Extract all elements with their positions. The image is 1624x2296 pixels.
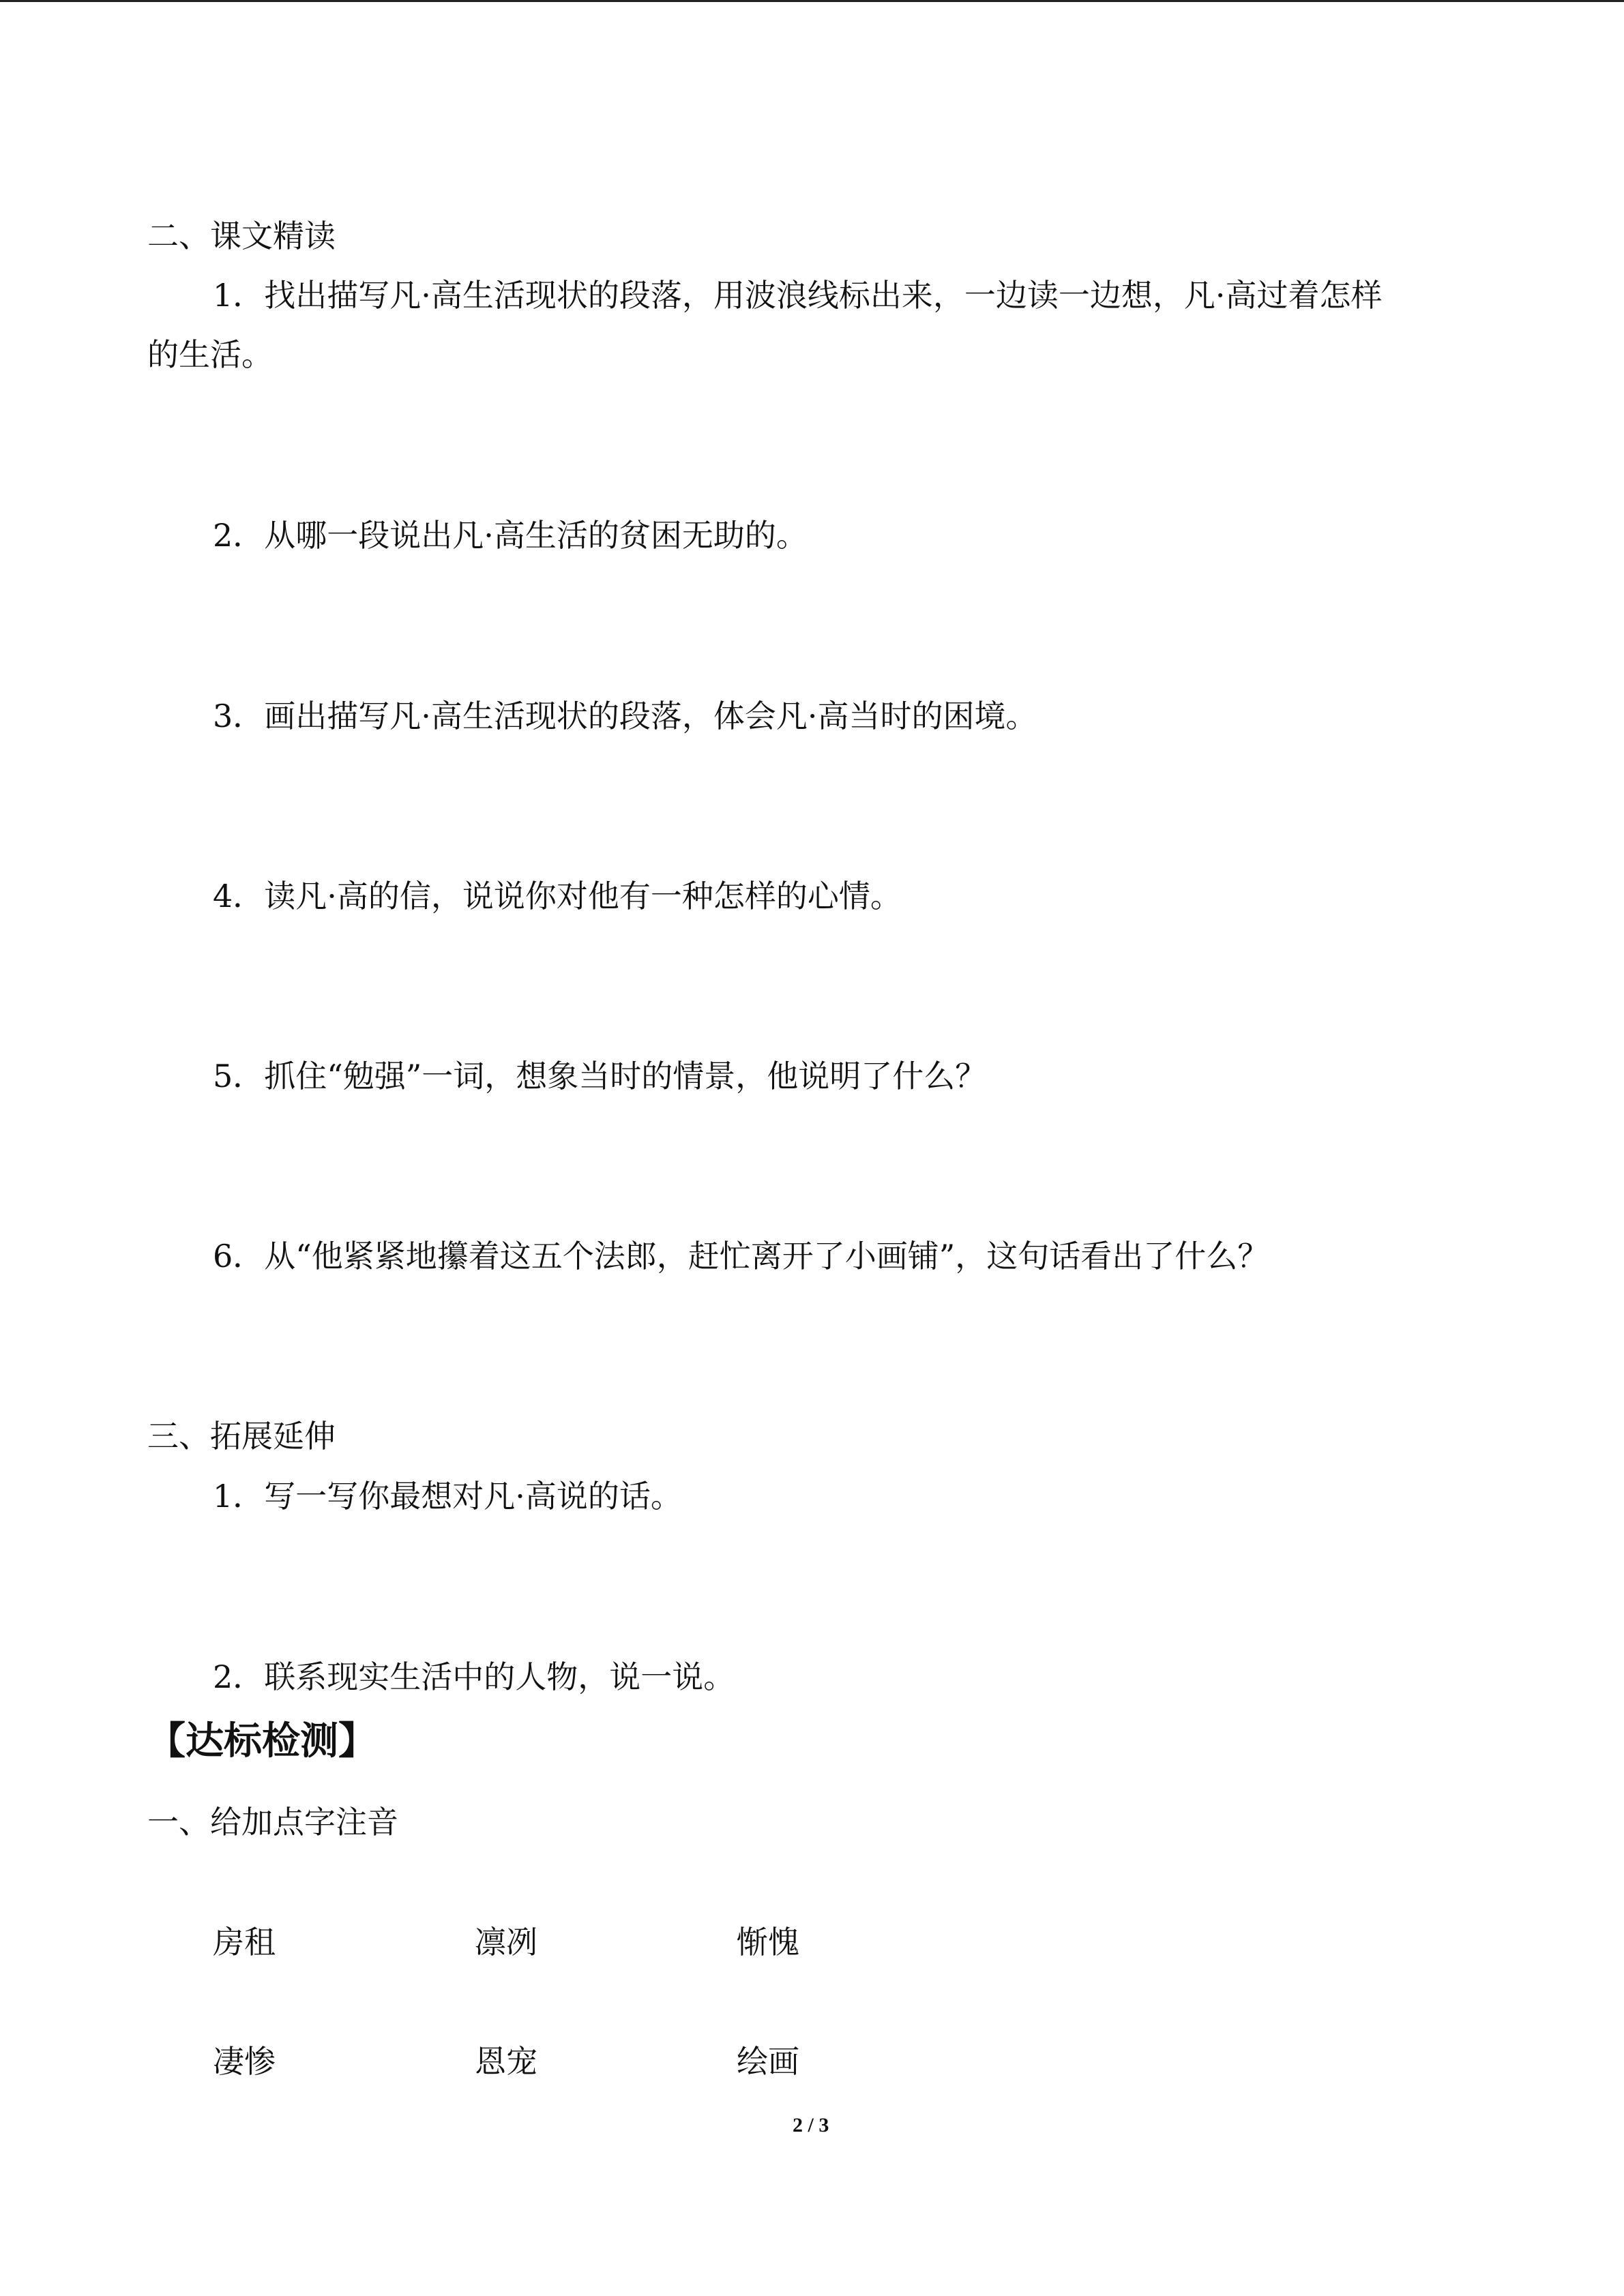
assessment-title: 【达标检测】 bbox=[147, 1718, 377, 1763]
question-6: 6．从“他紧紧地攥着这五个法郎，赶忙离开了小画铺”，这句话看出了什么？ bbox=[213, 1238, 1269, 1274]
question-2: 2．从哪一段说出凡·高生活的贫困无助的。 bbox=[213, 517, 808, 554]
extension-question-1: 1．写一写你最想对凡·高说的话。 bbox=[213, 1478, 682, 1515]
word-item: 惭愧 bbox=[737, 1924, 799, 1960]
word-item: 房租 bbox=[213, 1924, 276, 1960]
extension-question-2: 2．联系现实生活中的人物，说一说。 bbox=[213, 1658, 735, 1695]
question-1-line-1: 1．找出描写凡·高生活现状的段落，用波浪线标出来，一边读一边想，凡·高过着怎样 bbox=[213, 277, 1383, 314]
word-item: 凛冽 bbox=[475, 1924, 537, 1960]
question-3: 3．画出描写凡·高生活现状的段落，体会凡·高当时的困境。 bbox=[213, 698, 1037, 734]
page-number: 2 / 3 bbox=[793, 2114, 829, 2136]
section-heading-text-study: 二、课文精读 bbox=[147, 218, 336, 254]
question-1-line-2: 的生活。 bbox=[147, 336, 273, 373]
word-item: 恩宠 bbox=[475, 2043, 537, 2080]
word-item: 凄惨 bbox=[213, 2043, 276, 2080]
question-5: 5．抓住“勉强”一词，想象当时的情景，他说明了什么？ bbox=[213, 1058, 987, 1094]
word-item: 绘画 bbox=[737, 2043, 799, 2080]
top-border-line bbox=[0, 0, 1624, 2]
assessment-part1-heading: 一、给加点字注音 bbox=[147, 1804, 398, 1840]
question-4: 4．读凡·高的信，说说你对他有一种怎样的心情。 bbox=[213, 878, 902, 914]
section-heading-extension: 三、拓展延伸 bbox=[147, 1418, 336, 1455]
